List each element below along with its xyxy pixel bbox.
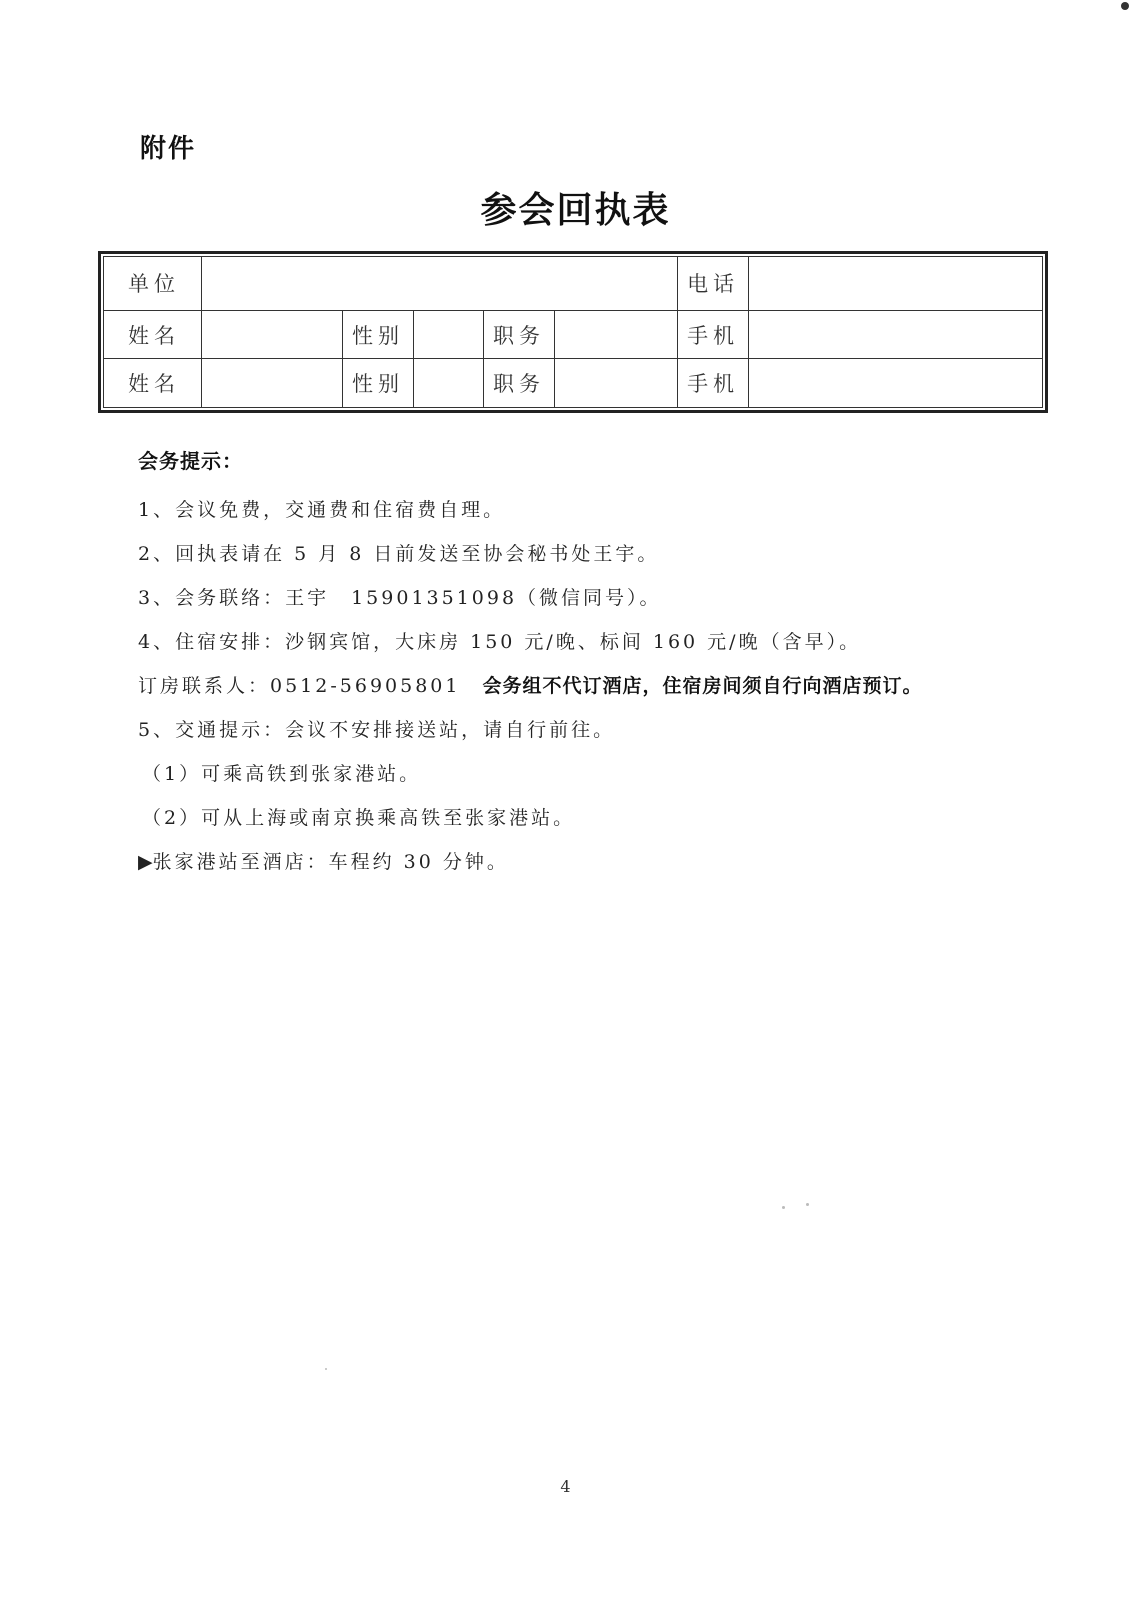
note-item-fees: 1、会议免费，交通费和住宿费自理。 <box>138 499 506 521</box>
scan-speck <box>325 1368 327 1370</box>
scan-speck <box>782 1206 785 1209</box>
scan-speck <box>1121 2 1129 10</box>
page-title: 参会回执表 <box>480 190 671 231</box>
registration-table <box>103 256 1043 408</box>
label-name: 姓名 <box>104 359 202 408</box>
phone-field[interactable] <box>749 257 1043 311</box>
note-travel-time <box>138 840 1038 884</box>
registration-form <box>98 251 1048 413</box>
name-field-1[interactable] <box>202 310 343 359</box>
note-item-transport: 5、交通提示：会议不安排接送站，请自行前往。 <box>138 719 616 741</box>
note-item-deadline: 2、回执表请在 5 月 8 日前发送至协会秘书处王宇。 <box>138 543 660 565</box>
gender-field-2[interactable] <box>414 359 484 408</box>
label-organization: 单位 <box>104 257 202 311</box>
attachment-label: 附件 <box>140 134 197 164</box>
arrow-right-icon: ▶ <box>138 851 153 873</box>
label-phone: 电话 <box>678 257 749 311</box>
label-position: 职务 <box>484 359 555 408</box>
mobile-field-1[interactable] <box>749 310 1043 359</box>
label-mobile: 手机 <box>678 310 749 359</box>
label-mobile: 手机 <box>678 359 749 408</box>
gender-field-1[interactable] <box>414 310 484 359</box>
meeting-notes <box>138 445 1038 884</box>
label-position: 职务 <box>484 310 555 359</box>
table-row-attendee-2 <box>104 359 1043 408</box>
page-number: 4 <box>560 1477 571 1496</box>
booking-warning: 会务组不代订酒店，住宿房间须自行向酒店预订。 <box>482 675 923 697</box>
transport-option-2: （2）可从上海或南京换乘高铁至张家港站。 <box>142 807 576 829</box>
position-field-2[interactable] <box>555 359 678 408</box>
note-booking-line <box>138 664 1038 708</box>
note-item-contact: 3、会务联络：王宇 15901351098（微信同号）。 <box>138 587 662 609</box>
organization-field[interactable] <box>202 257 678 311</box>
booking-contact: 订房联系人：0512-56905801 <box>138 675 461 697</box>
transport-option-1: （1）可乘高铁到张家港站。 <box>142 763 422 785</box>
table-row-organization <box>104 257 1043 311</box>
label-name: 姓名 <box>104 310 202 359</box>
label-gender: 性别 <box>343 359 414 408</box>
notes-heading: 会务提示： <box>138 449 243 473</box>
note-item-accommodation: 4、住宿安排：沙钢宾馆，大床房 150 元/晚、标间 160 元/晚（含早）。 <box>138 631 862 653</box>
label-gender: 性别 <box>343 310 414 359</box>
table-row-attendee-1 <box>104 310 1043 359</box>
position-field-1[interactable] <box>555 310 678 359</box>
scan-speck <box>806 1203 809 1206</box>
travel-time-text: 张家港站至酒店：车程约 30 分钟。 <box>152 851 509 873</box>
name-field-2[interactable] <box>202 359 343 408</box>
mobile-field-2[interactable] <box>749 359 1043 408</box>
